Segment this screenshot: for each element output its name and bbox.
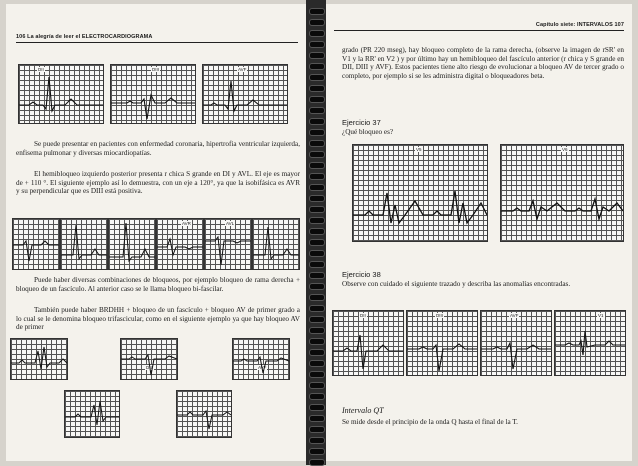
binding-ring [309, 360, 325, 367]
exercise-38-title: Ejercicio 38 [342, 270, 381, 279]
binding-ring [309, 184, 325, 191]
ecg-lead-label: V5 [416, 147, 422, 152]
right-running-head: Capítulo siete: INTERVALOS 107 [535, 22, 624, 28]
binding-ring [309, 217, 325, 224]
binding-ring [309, 107, 325, 114]
left-running-head: 106 La alegría de leer el ELECTROCARDIOGRAMA [16, 34, 153, 40]
ecg-lead-label: DIII [436, 313, 444, 318]
binding-ring [309, 338, 325, 345]
right-paragraph-1: grado (PR 220 mseg), hay bloqueo completo de la rama derecha, (observe la imagen de rSR' en V1 y la RR' en V2 ) y por último hay un hemibloqueo del fascículo anterior (r chica y S grande en DII, DIII y AVF). Estos pacientes tiene alto riesgo de evolucionar a bloqueo AV de tercer grado o completo, por ejemplo si se les administra digital o bloqueadores beta. [342, 46, 625, 80]
ecg-strip-di [12, 218, 60, 270]
left-header-rule [16, 42, 298, 43]
qt-interval-title: Intervalo QT [342, 406, 384, 415]
ecg-lead-label: DII [360, 313, 366, 318]
binding-ring [309, 63, 325, 70]
binding-ring [309, 327, 325, 334]
binding-ring [309, 349, 325, 356]
binding-ring [309, 437, 325, 444]
ecg-strip-ex38-v1 [554, 310, 626, 376]
ecg-strip-diii [110, 64, 196, 124]
ecg-strip-ex38-avf [480, 310, 552, 376]
binding-ring [309, 371, 325, 378]
ecg-strip-ex38-diii [406, 310, 478, 376]
ecg-strip-v5 [352, 144, 488, 242]
ecg-strip-avl [204, 218, 252, 270]
binding-ring [309, 272, 325, 279]
binding-ring [309, 173, 325, 180]
binding-ring [309, 316, 325, 323]
binding-ring [309, 261, 325, 268]
binding-ring [309, 382, 325, 389]
binding-ring [309, 19, 325, 26]
binding-ring [309, 448, 325, 455]
ecg-lead-label: AVF [510, 313, 519, 318]
ecg-strip-trifascicular-3 [232, 338, 290, 380]
ecg-strip-dii [18, 64, 104, 124]
ecg-strip-trifascicular-5 [176, 390, 232, 438]
left-paragraph-3: Puede haber diversas combinaciones de bloqueos, por ejemplo bloqueo de rama derecha + bloqueo de un fascículo. Al anterior caso se le llama bloqueo bi-fascilar. [16, 276, 300, 293]
ecg-lead-label: V1 [598, 313, 604, 318]
binding-ring [309, 415, 325, 422]
left-paragraph-2: El hemibloqueo izquierdo posterior presenta r chica S grande en DI y AVL. El eje es mayor de + 110 °. El siguiente ejemplo así lo demuestra, con un eje a 120°, ya que la isobifásica es AVR y su perpendicular que es DIII está positiva. [16, 170, 300, 196]
exercise-38-text: Observe con cuidado el siguiente trazado y describa las anomalías encontradas. [342, 280, 571, 288]
binding-ring [309, 74, 325, 81]
binding-ring [309, 41, 325, 48]
binding-ring [309, 129, 325, 136]
left-paragraph-4: También puede haber BRDHH + bloqueo de un fascículo + bloqueo AV de primer grado a lo cual se le denomina bloqueo trifascicular, como en el siguiente ejemplo ya que hay bloqueo AV de primer [16, 306, 300, 332]
ecg-lead-label: DIII [146, 365, 154, 370]
binding-ring [309, 283, 325, 290]
ecg-strip-avf [202, 64, 288, 124]
ecg-lead-label: AVR [182, 221, 191, 226]
ecg-lead-label: DII [38, 67, 44, 72]
right-page [326, 4, 632, 461]
right-header-rule [334, 30, 624, 31]
binding-ring [309, 393, 325, 400]
ecg-strip-trifascicular-1 [10, 338, 68, 380]
ecg-strip-v6 [500, 144, 624, 242]
ecg-strip-diii-2 [108, 218, 156, 270]
binding-ring [309, 140, 325, 147]
ecg-lead-label: V6 [562, 147, 568, 152]
ecg-lead-label: AVL [226, 221, 235, 226]
binding-ring [309, 151, 325, 158]
binding-ring [309, 8, 325, 15]
ecg-lead-label: DIII [152, 67, 160, 72]
binding-ring [309, 206, 325, 213]
ecg-strip-trifascicular-2 [120, 338, 178, 380]
binding-ring [309, 305, 325, 312]
binding-ring [309, 404, 325, 411]
ecg-strip-avf-2 [252, 218, 300, 270]
ecg-lead-label: AVF [258, 365, 267, 370]
left-paragraph-1: Se puede presentar en pacientes con enfermedad coronaria, hipertrofia ventricular izquierda, enfisema pulmonar y diversas miocardiopatías. [16, 140, 300, 157]
ecg-lead-label: AVF [238, 67, 247, 72]
binding-ring [309, 426, 325, 433]
left-page [6, 4, 306, 461]
binding-ring [309, 228, 325, 235]
binding-ring [309, 30, 325, 37]
binding-ring [309, 239, 325, 246]
exercise-37-title: Ejercicio 37 [342, 118, 381, 127]
ecg-strip-ex38-dii [332, 310, 404, 376]
exercise-37-question: ¿Qué bloqueo es? [342, 128, 394, 136]
binding-ring [309, 52, 325, 59]
ecg-strip-avr [156, 218, 204, 270]
binding-ring [309, 96, 325, 103]
binding-ring [309, 250, 325, 257]
binding-ring [309, 294, 325, 301]
binding-ring [309, 118, 325, 125]
binding-ring [309, 85, 325, 92]
binding-ring [309, 162, 325, 169]
qt-interval-text: Se mide desde el principio de la onda Q hasta el final de la T. [342, 418, 518, 426]
binding-ring [309, 195, 325, 202]
ecg-strip-dii-2 [60, 218, 108, 270]
ecg-strip-trifascicular-4 [64, 390, 120, 438]
